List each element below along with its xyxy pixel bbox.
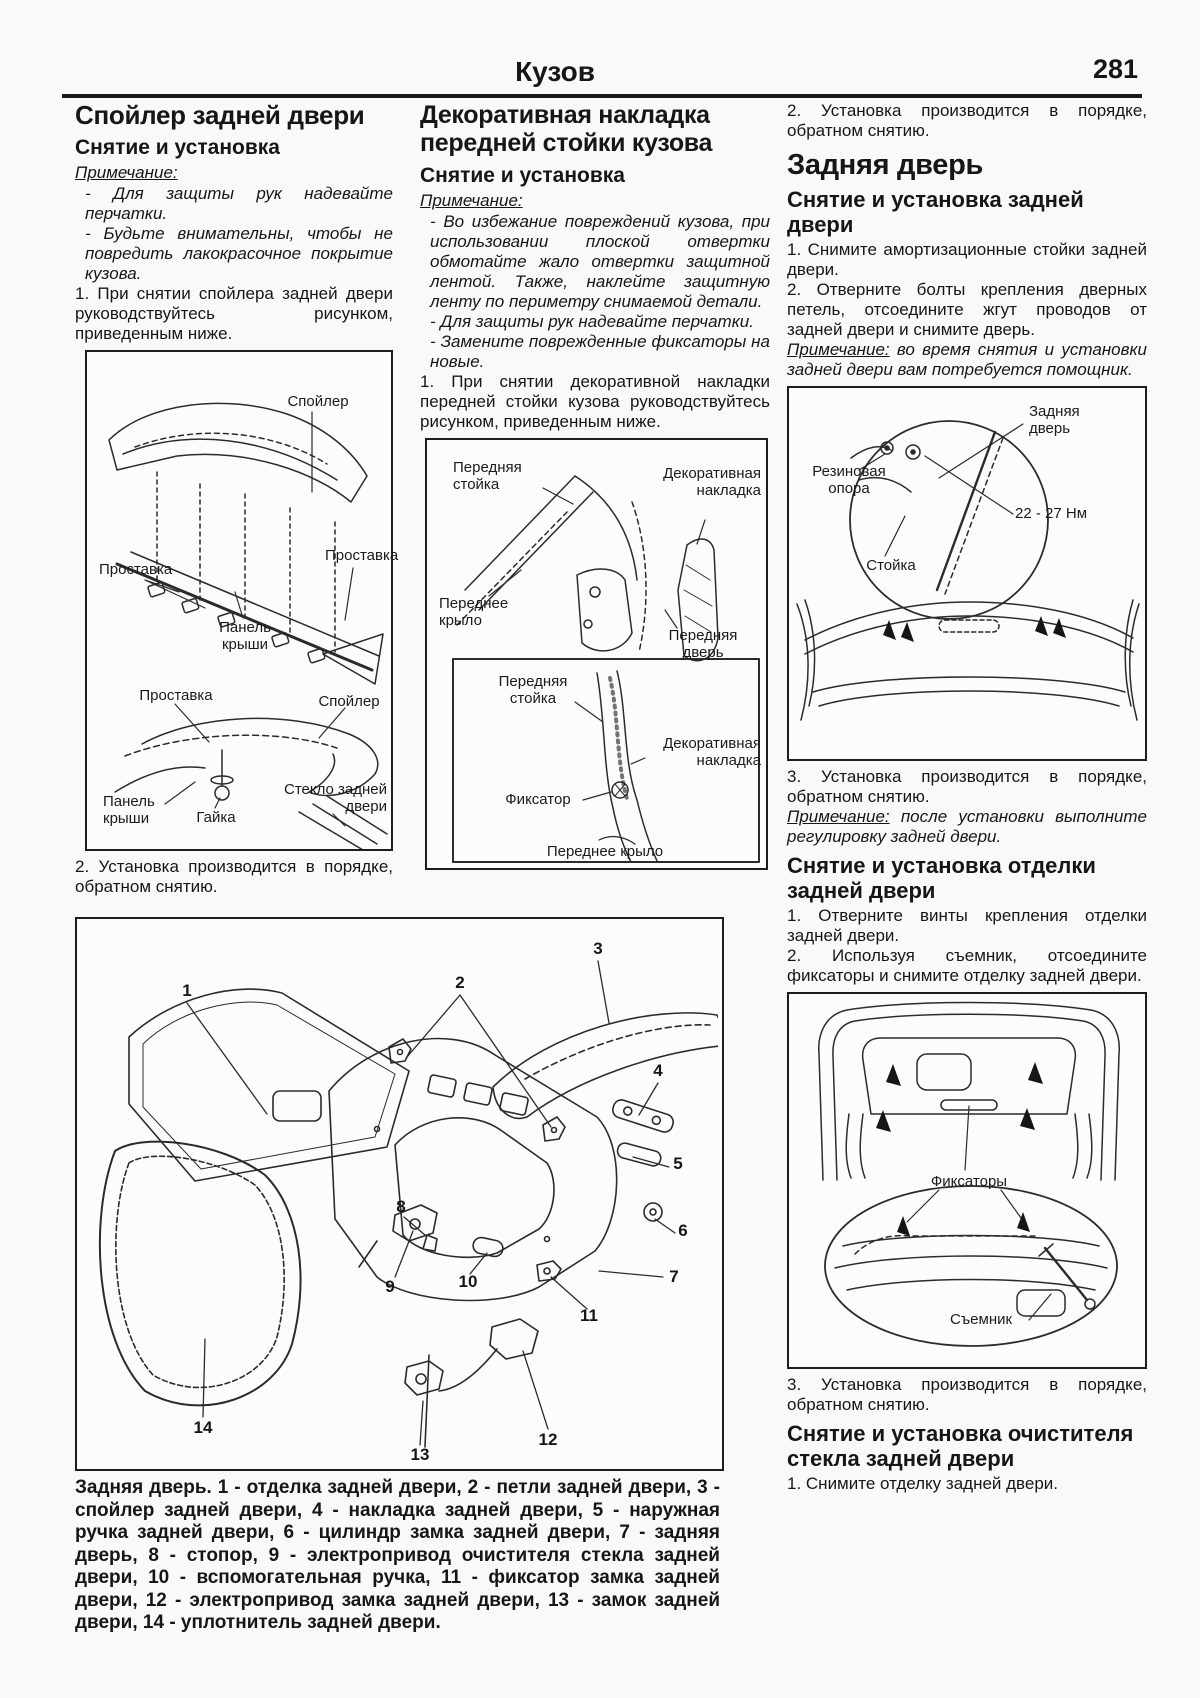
label-torque-value: 22 - 27 Нм xyxy=(1015,505,1088,522)
exploded-diagram-caption: Задняя дверь. 1 - отделка задней двери, 2 - петли задней двери, 3 - спойлер задней двери, 4 - накладка задней двери, 5 - наружная ручка задней двери, 6 - цилиндр замка задней двери, 7 - задняя дверь, 8 - стопор, 9 - электропривод очистителя стекла задней двери, 10 - вспомогательная ручка, 11 - фиксатор замка задней двери, 12 - электропривод замка задней двери, 13 - замок задней двери, 14 - уплотнитель задней двери. xyxy=(75,1477,720,1633)
label-spoiler-bottom: Спойлер xyxy=(318,693,380,710)
spoiler-title: Спойлер задней двери xyxy=(75,100,365,130)
trim-note-3: - Замените поврежденные фиксаторы на новые. xyxy=(430,332,770,371)
callout-4: 4 xyxy=(653,1061,663,1080)
label-rear-door: Задняя дверь xyxy=(1029,403,1080,437)
trim-step-1: 1. При снятии декоративной накладки передней стойки кузова руководствуйтесь рисунком, приведенным ниже. xyxy=(420,372,770,431)
callout-12: 12 xyxy=(538,1430,558,1449)
label-front-fender-2: Переднее крыло xyxy=(546,843,664,860)
rear-door-step-1: 1. Снимите амортизационные стойки задней двери. xyxy=(787,240,1147,279)
label-rubber-support: Резиновая опора xyxy=(812,463,886,497)
label-spoiler-top: Спойлер xyxy=(287,393,349,410)
label-spacer-right: Проставка xyxy=(325,547,399,564)
spoiler-diagram xyxy=(85,350,399,851)
page-header-title: Кузов xyxy=(515,56,595,87)
label-clip: Фиксатор xyxy=(505,791,571,808)
callout-10: 10 xyxy=(458,1272,478,1291)
callout-14: 14 xyxy=(193,1418,213,1437)
label-spacer-bottom: Проставка xyxy=(139,687,213,704)
trim-title: Декоративная накладка передней стойки кузова xyxy=(420,101,713,157)
rear-door-step-3: 3. Установка производится в порядке, обратном снятию. xyxy=(787,767,1147,806)
section-spoiler xyxy=(75,100,399,897)
section-pillar-trim xyxy=(420,101,770,870)
spoiler-diagram-art xyxy=(87,352,391,849)
rear-door-step-2: 2. Отверните болты крепления дверных петель, отсоедините жгут проводов от задней двери и снимите дверь. xyxy=(787,280,1147,339)
spoiler-step-2: 2. Установка производится в порядке, обратном снятию. xyxy=(75,857,393,896)
label-nut: Гайка xyxy=(196,809,236,826)
label-clips: Фиксаторы xyxy=(930,1173,1008,1190)
spoiler-subtitle: Снятие и установка xyxy=(75,136,280,159)
spoiler-step-1: 1. При снятии спойлера задней двери руководствуйтесь рисунком, приведенным ниже. xyxy=(75,284,393,343)
header-rule xyxy=(62,94,1142,98)
rear-door-hinge-diagram xyxy=(787,386,1147,761)
trim-step-2: 2. Установка производится в порядке, обратном снятию. xyxy=(787,101,1147,140)
spoiler-note-1: - Для защиты рук надевайте перчатки. xyxy=(85,184,393,223)
callout-9: 9 xyxy=(385,1277,395,1296)
label-stay: Стойка xyxy=(866,557,916,574)
trim-subtitle: Снятие и установка xyxy=(420,164,625,187)
callout-8: 8 xyxy=(396,1197,406,1216)
label-roof-panel-top: Панель крыши xyxy=(219,619,271,653)
callout-6: 6 xyxy=(678,1221,688,1240)
rear-door-title: Задняя дверь xyxy=(787,149,984,181)
trim-note-label: Примечание: xyxy=(420,191,523,210)
callout-5: 5 xyxy=(673,1154,683,1173)
callout-13: 13 xyxy=(410,1445,430,1464)
label-rear-glass: Стекло задней двери xyxy=(283,781,387,815)
trim-removal-step-1: 1. Отверните винты крепления отделки задней двери. xyxy=(787,906,1147,945)
trim-note-2: - Для защиты рук надевайте перчатки. xyxy=(430,312,754,331)
rear-door-sub-remove: Снятие и установка задней двери xyxy=(787,187,1084,237)
trim-removal-step-2: 2. Используя съемник, отсоедините фиксаторы и снимите отделку задней двери. xyxy=(787,946,1147,985)
section-rear-door xyxy=(787,101,1147,1494)
spoiler-note-2: - Будьте внимательны, чтобы не повредить лакокрасочное покрытие кузова. xyxy=(85,224,393,283)
callout-2: 2 xyxy=(455,973,465,992)
wiper-step-1: 1. Снимите отделку задней двери. xyxy=(787,1474,1059,1493)
label-front-pillar-1: Передняя стойка xyxy=(453,459,522,493)
label-front-fender-1: Переднее крыло xyxy=(439,595,509,629)
label-front-pillar-2: Передняя стойка xyxy=(498,673,568,707)
callout-3: 3 xyxy=(593,939,603,958)
callout-11: 11 xyxy=(580,1306,598,1325)
door-trim-diagram xyxy=(787,992,1147,1369)
rear-door-sub-trim: Снятие и установка отделки задней двери xyxy=(787,853,1096,903)
label-trim-1: Декоративная накладка xyxy=(663,465,761,499)
label-spacer-left: Проставка xyxy=(99,561,173,578)
trim-note-1: - Во избежание повреждений кузова, при использовании плоской отвертки обмотайте жало отвертки защитной лентой. Также, наклейте защитную ленту по периметру снимаемой детали. xyxy=(430,212,770,311)
spoiler-note-label: Примечание: xyxy=(75,163,178,182)
pillar-trim-diagram xyxy=(425,438,768,870)
label-removal-tool: Съемник xyxy=(949,1311,1013,1328)
rear-door-note-1: Примечание: во время снятия и установки задней двери вам потребуется помощник. xyxy=(787,340,1147,379)
rear-door-sub-wiper: Снятие и установка очистителя стекла задней двери xyxy=(787,1421,1134,1471)
callout-1: 1 xyxy=(182,981,192,1000)
callout-7: 7 xyxy=(669,1267,679,1286)
rear-door-exploded-diagram xyxy=(75,917,724,1471)
label-roof-panel-bottom: Панель крыши xyxy=(103,793,155,827)
trim-removal-step-3: 3. Установка производится в порядке, обратном снятию. xyxy=(787,1375,1147,1414)
label-trim-2: Декоративная накладка xyxy=(663,735,761,769)
label-front-door-1: Передняя дверь xyxy=(668,627,738,661)
page-number: 281 xyxy=(1092,54,1138,84)
rear-door-note-2: Примечание: после установки выполните регулировку задней двери. xyxy=(787,807,1147,846)
rear-door-exploded-art xyxy=(77,919,718,1465)
rear-door-hinge-art xyxy=(789,388,1145,759)
